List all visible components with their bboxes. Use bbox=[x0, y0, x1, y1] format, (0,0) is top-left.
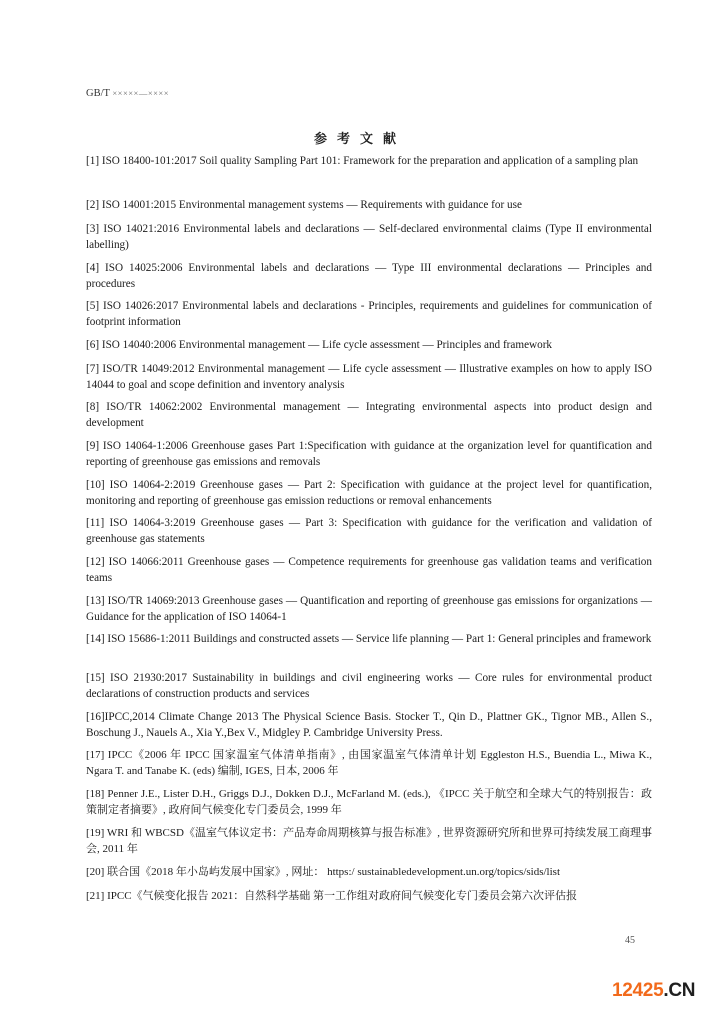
reference-item: [11] ISO 14064-3:2019 Greenhouse gases — Part 3: Specification with guidance for the verification and validation of greenhouse gas statements bbox=[86, 517, 652, 545]
section-title: 参考文献 bbox=[313, 131, 406, 146]
reference-item: [14] ISO 15686-1:2011 Buildings and constructed assets — Service life planning — Part 1: General principles and framework bbox=[86, 633, 652, 645]
reference-item: [19] WRI 和 WBCSD《温室气体议定书：产品寿命周期核算与报告标准》, 世界资源研究所和世界可持续发展工商理事会, 2011 年 bbox=[86, 827, 652, 855]
watermark-domain: .CN bbox=[663, 980, 696, 1001]
standard-code-header bbox=[86, 88, 169, 99]
reference-item: [13] ISO/TR 14069:2013 Greenhouse gases — Quantification and reporting of greenhouse gas emissions for organizations — Guidance for the application of ISO 14064-1 bbox=[86, 595, 652, 623]
watermark-number: 12425 bbox=[612, 980, 664, 1001]
reference-item: [18] Penner J.E., Lister D.H., Griggs D.J., Dokken D.J., McFarland M. (eds.), 《IPCC 关于航空和全球大气的特别报告：政策制定者摘要》, 政府间气候变化专门委员会, 1999 年 bbox=[86, 788, 652, 816]
reference-item: [2] ISO 14001:2015 Environmental management systems — Requirements with guidance for use bbox=[86, 199, 522, 211]
reference-item: [15] ISO 21930:2017 Sustainability in buildings and civil engineering works — Core rules for environmental product declarations of construction products and services bbox=[86, 672, 652, 700]
reference-item: [9] ISO 14064-1:2006 Greenhouse gases Part 1:Specification with guidance at the organization level for quantification and reporting of greenhouse gas emissions and removals bbox=[86, 440, 652, 468]
reference-item: [1] ISO 18400-101:2017 Soil quality Sampling Part 101: Framework for the preparation and application of a sampling plan bbox=[86, 155, 639, 167]
standard-number: ×××××—×××× bbox=[112, 88, 170, 98]
reference-item: [3] ISO 14021:2016 Environmental labels and declarations — Self-declared environmental claims (Type II environmental labelling) bbox=[86, 223, 652, 251]
reference-item: [10] ISO 14064-2:2019 Greenhouse gases — Part 2: Specification with guidance at the project level for quantification, monitoring and reporting of greenhouse gas emission reductions or removal enhancements bbox=[86, 479, 652, 507]
reference-item: [7] ISO/TR 14049:2012 Environmental management — Life cycle assessment — Illustrative examples on how to apply ISO 14044 to goal and scope definition and inventory analysis bbox=[86, 363, 652, 391]
reference-item: [17] IPCC《2006 年 IPCC 国家温室气体清单指南》, 由国家温室气体清单计划 Eggleston H.S., Buendia L., Miwa K., Ngara T. and Tanabe K. (eds) 编制, IGES, 日本, 2006 年 bbox=[86, 749, 652, 777]
standard-prefix: GB/T bbox=[86, 88, 110, 99]
reference-item: [4] ISO 14025:2006 Environmental labels and declarations — Type III environmental declarations — Principles and procedures bbox=[86, 262, 652, 290]
reference-item: [8] ISO/TR 14062:2002 Environmental management — Integrating environmental aspects into product design and development bbox=[86, 401, 652, 429]
reference-item: [21] IPCC《气候变化报告 2021：自然科学基础 第一工作组对政府间气候变化专门委员会第六次评估报 bbox=[86, 890, 578, 902]
reference-item: [16]IPCC,2014 Climate Change 2013 The Physical Science Basis. Stocker T., Qin D., Plattner GK., Tignor MB., Allen S., Boschung J., Nauels A., Xia Y.,Bex V., Midgley P. Cambridge University Press. bbox=[86, 711, 652, 739]
reference-item: [12] ISO 14066:2011 Greenhouse gases — Competence requirements for greenhouse gas validation teams and verification teams bbox=[86, 556, 652, 584]
reference-item: [20] 联合国《2018 年小岛屿发展中国家》, 网址： https:/ sustainabledevelopment.un.org/topics/sids/list bbox=[86, 866, 560, 878]
reference-item: [5] ISO 14026:2017 Environmental labels and declarations - Principles, requirements and guidelines for communication of footprint information bbox=[86, 300, 652, 328]
page-number: 45 bbox=[625, 935, 635, 946]
site-watermark-logo bbox=[612, 980, 695, 1002]
reference-item: [6] ISO 14040:2006 Environmental management — Life cycle assessment — Principles and framework bbox=[86, 339, 553, 351]
